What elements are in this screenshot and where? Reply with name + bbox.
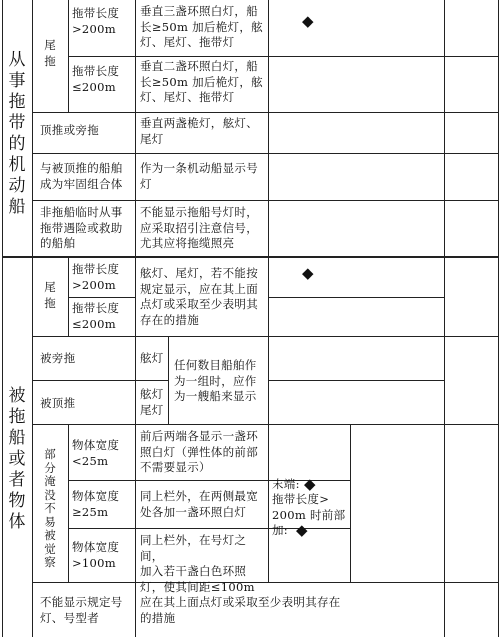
light-cell: 应在其上面点灯或采取至少表明其存在 的措施 — [140, 595, 341, 625]
condition-cell: 物体宽度 >100m — [72, 540, 120, 570]
light-cell: 舷灯 — [140, 351, 164, 365]
grid-line — [32, 380, 168, 381]
group-note: 任何数目船舶作 为一组时，应作 为一艘船来显示 — [174, 358, 257, 403]
condition-cell: 被旁拖 — [40, 351, 76, 365]
grid-line — [444, 0, 445, 637]
condition-cell: 不能显示规定号 灯、号型者 — [40, 595, 123, 625]
light-cell: 垂直三盏环照白灯，船 长≥50m 加后桅灯，舷 灯、尾灯、拖带灯 — [140, 4, 263, 49]
section-a-title: 从 事 拖 带 的 机 动 船 — [8, 50, 26, 217]
section-b-title: 被 拖 船 或 者 物 体 — [8, 386, 26, 532]
condition-cell: 拖带长度 >200m — [72, 262, 120, 292]
light-cell: 不能显示拖船号灯时， 应采取招引注意信号， 尤其应将拖缆照亮 — [140, 205, 258, 250]
condition-cell: 顶推或旁拖 — [40, 123, 99, 137]
tow-label: 尾 拖 — [44, 280, 56, 310]
light-cell: 舷灯 尾灯 — [140, 387, 164, 417]
grid-line — [32, 153, 498, 154]
condition-cell: 非拖船临时从事 拖带遇险或救助 的船舶 — [40, 205, 123, 250]
grid-line — [268, 0, 269, 256]
end-note: 末端: — [272, 477, 300, 491]
condition-cell: 物体宽度 <25m — [72, 438, 120, 468]
section-divider — [2, 256, 499, 258]
grid-line — [135, 424, 136, 582]
condition-cell: 拖带长度 ≤200m — [72, 64, 120, 94]
grid-line — [268, 297, 444, 298]
grid-line — [68, 56, 498, 57]
condition-cell: 被顶推 — [40, 396, 76, 410]
grid-line — [135, 582, 136, 637]
grid-line — [268, 424, 269, 582]
grid-line — [32, 336, 498, 337]
grid-line — [268, 380, 444, 381]
light-cell: 前后两端各显示一盏环 照白灯（弹性体的前部 不需要显示） — [140, 429, 258, 474]
grid-line — [498, 0, 499, 637]
light-cell: 垂直二盏环照白灯，船 长≥50m 加后桅灯，舷 灯、尾灯、拖带灯 — [140, 59, 263, 104]
condition-cell: 与被顶推的船舶 成为牢固组合体 — [40, 161, 123, 191]
light-cell: 垂直两盏桅灯，舷灯、 尾灯 — [140, 116, 258, 146]
condition-cell: 物体宽度 ≥25m — [72, 489, 120, 519]
diamond-icon: ◆ — [296, 521, 308, 539]
grid-line — [168, 336, 169, 424]
grid-line — [32, 112, 498, 113]
condition-cell: 拖带长度 ≤200m — [72, 301, 120, 331]
grid-line — [135, 258, 136, 336]
condition-cell: 拖带长度 >200m — [72, 6, 120, 36]
grid-line — [32, 200, 498, 201]
grid-line — [32, 424, 498, 425]
end-note: 拖带长度> 200m 时前部 加: — [272, 492, 346, 537]
light-cell: 作为一条机动船显示号 灯 — [140, 161, 258, 191]
submerged-label: 部 分 淹 没 不 易 被 觉 察 — [44, 447, 56, 569]
grid-line — [350, 424, 351, 582]
diamond-icon: ◆ — [302, 264, 314, 282]
tow-label: 尾 拖 — [44, 38, 56, 68]
light-cell: 舷灯、尾灯，若不能按 规定显示，应在其上面 点灯或采取至少表明其 存在的措施 — [140, 266, 258, 327]
diamond-icon: ◆ — [302, 12, 314, 30]
grid-line — [68, 297, 135, 298]
light-cell: 同上栏外，在号灯之间， 加入若干盏白色环照 灯，使其间距≤100m — [140, 533, 255, 594]
grid-line — [135, 0, 136, 256]
light-cell: 同上栏外，在两侧最宽 处各加一盏环照白灯 — [140, 489, 258, 519]
diamond-icon: ◆ — [304, 475, 316, 493]
grid-line — [68, 424, 69, 582]
